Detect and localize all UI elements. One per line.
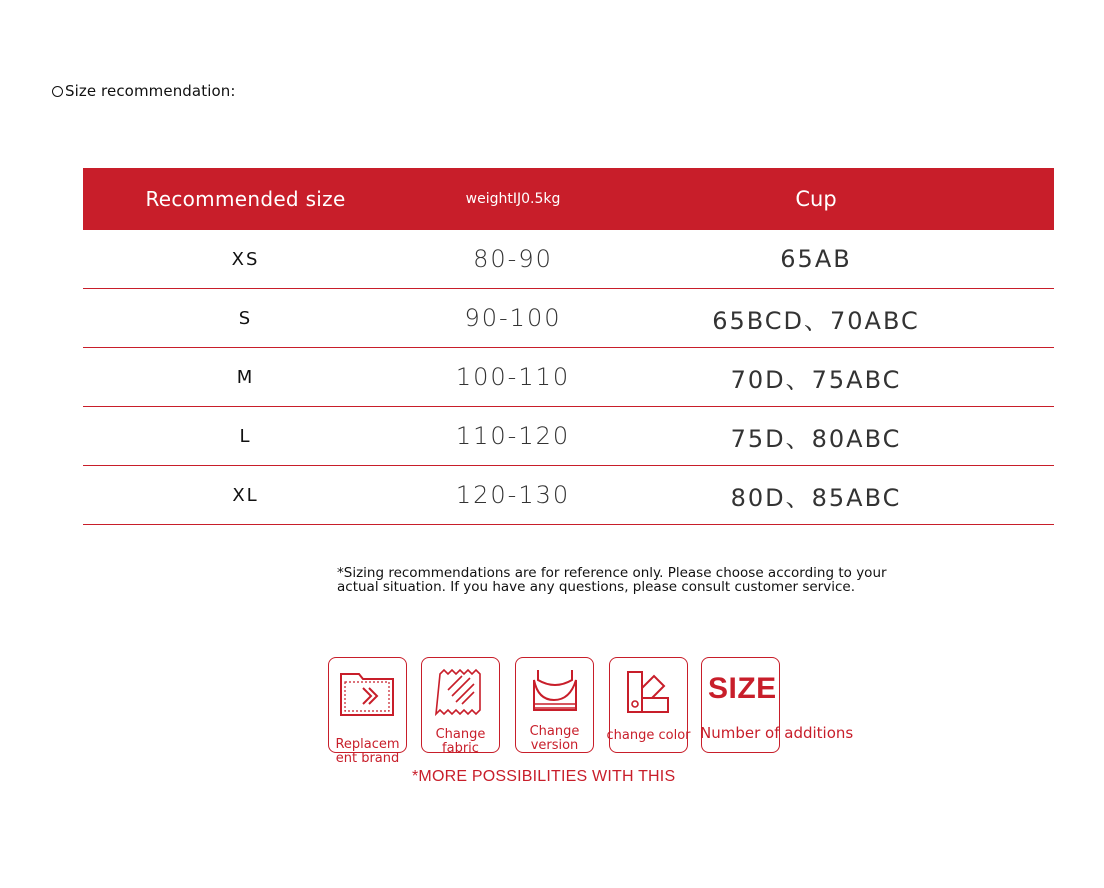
section-title-text: Size recommendation: [65, 82, 236, 100]
cell-size: XS [231, 248, 260, 270]
cell-weight: 120-130 [455, 481, 571, 509]
circle-icon [52, 86, 63, 97]
size-icon: SIZE [708, 672, 777, 705]
cell-weight: 80-90 [473, 245, 553, 273]
cell-size: M [236, 366, 255, 388]
table-row [83, 466, 1054, 525]
table-header [83, 168, 1054, 230]
header-weight: weightĲ0.5kg [465, 191, 561, 207]
folder-arrow-icon [337, 664, 399, 720]
feature-change-color [606, 657, 691, 753]
feature-label: Change fabric [435, 727, 486, 756]
header-cup: Cup [795, 187, 837, 211]
cell-size: L [239, 425, 252, 447]
feature-label: Number of additions [700, 724, 854, 742]
size-table [83, 168, 1054, 525]
cell-cup: 75D、80ABC [730, 424, 902, 453]
feature-label: Replacem ent brand [335, 737, 400, 766]
table-row [83, 407, 1054, 466]
sizing-note: *Sizing recommendations are for reference only. Please choose according to your actual situation. If you have any questions, please consult customer service. [337, 565, 887, 595]
cell-size: XL [232, 484, 259, 506]
bra-icon [524, 664, 586, 720]
cell-weight: 100-110 [455, 363, 571, 391]
cell-weight: 90-100 [464, 304, 562, 332]
cell-cup: 80D、85ABC [730, 483, 902, 512]
fabric-icon [430, 664, 492, 720]
cell-cup: 70D、75ABC [730, 365, 902, 394]
feature-change-version [515, 657, 594, 753]
cell-weight: 110-120 [455, 422, 571, 450]
color-swatch-icon [618, 664, 680, 720]
more-possibilities: *MORE POSSIBILITIES WITH THIS [412, 768, 676, 785]
table-row [83, 289, 1054, 348]
header-size: Recommended size [145, 187, 346, 211]
section-title [52, 82, 236, 100]
cell-cup: 65AB [780, 245, 852, 273]
feature-change-fabric [421, 657, 500, 756]
feature-replace-brand [328, 657, 407, 766]
feature-label: Change version [529, 724, 580, 753]
feature-label: change color [606, 728, 691, 743]
table-row [83, 230, 1054, 289]
table-row [83, 348, 1054, 407]
cell-size: S [238, 307, 253, 329]
feature-size [700, 657, 854, 753]
cell-cup: 65BCD、70ABC [712, 306, 920, 335]
